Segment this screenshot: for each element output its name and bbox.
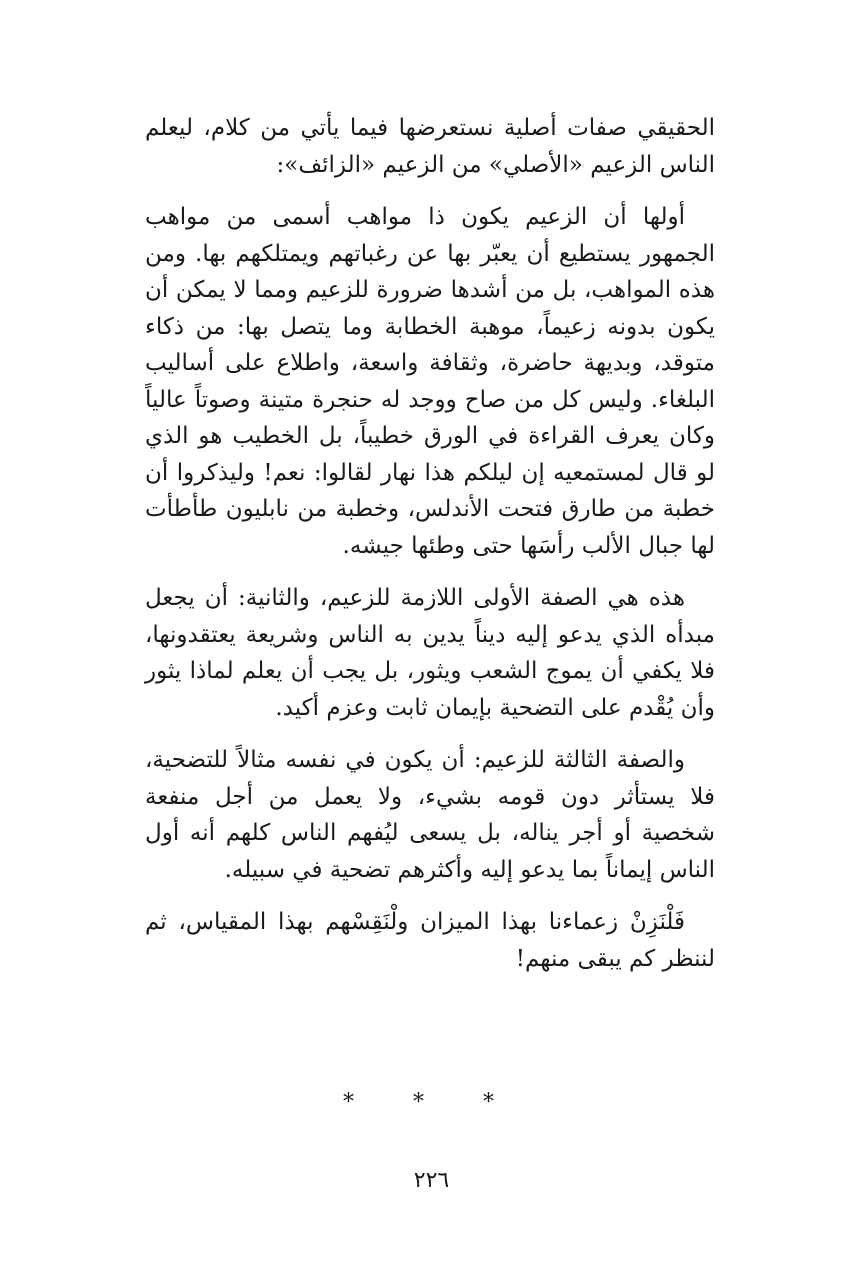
paragraph-first-trait: أولها أن الزعيم يكون ذا مواهب أسمى من مواهب الجمهور يستطيع أن يعبّر بها عن رغباتهم ويمتلكهم بها. ومن هذه المواهب، بل من أشدها ضرورة للزعيم ومما لا يمكن أن يكون بدونه زعيماً، موهبة الخطابة وما يتصل بها: من ذكاء متوقد، وبديهة حاضرة، وثقافة واسعة، واطلاع على أساليب البلغاء. وليس كل من صاح ووجد له حنجرة متينة وصوتاً عالياً وكان يعرف القراءة في الورق خطيباً، بل الخطيب هو الذي لو قال لمستمعيه إن ليلكم هذا نهار لقالوا: نعم! وليذكروا أن خطبة من طارق فتحت الأندلس، وخطبة من نابليون طأطأت لها جبال الألب رأسَها حتى وطئها جيشه. (145, 204, 715, 559)
paragraph-third-trait: والصفة الثالثة للزعيم: أن يكون في نفسه مثالاً للتضحية، فلا يستأثر دون قومه بشيء، ولا يعمل من أجل منفعة شخصية أو أجر يناله، بل يسعى ليُفهم الناس كلهم أنه أول الناس إيماناً بما يدعو إليه وأكثرهم تضحية في سبيله. (145, 747, 715, 883)
page-body (145, 110, 715, 993)
section-separator: * * * (343, 1090, 520, 1115)
paragraph-conclusion: فَلْنَزِنْ زعماءنا بهذا الميزان ولْنَقِسْهم بهذا المقياس، ثم لننظر كم يبقى منهم! (145, 909, 715, 972)
paragraph-intro: الحقيقي صفات أصلية نستعرضها فيما يأتي من كلام، ليعلم الناس الزعيم «الأصلي» من الزعيم «الزائف»: (145, 115, 715, 178)
page-number: ٢٢٦ (413, 1168, 450, 1193)
paragraph-second-trait: هذه هي الصفة الأولى اللازمة للزعيم، والثانية: أن يجعل مبدأه الذي يدعو إليه ديناً يدين به الناس وشريعة يعتقدونها، فلا يكفي أن يموج الشعب ويثور، بل يجب أن يعلم لماذا يثور وأن يُقْدم على التضحية بإيمان ثابت وعزم أكيد. (145, 585, 715, 721)
